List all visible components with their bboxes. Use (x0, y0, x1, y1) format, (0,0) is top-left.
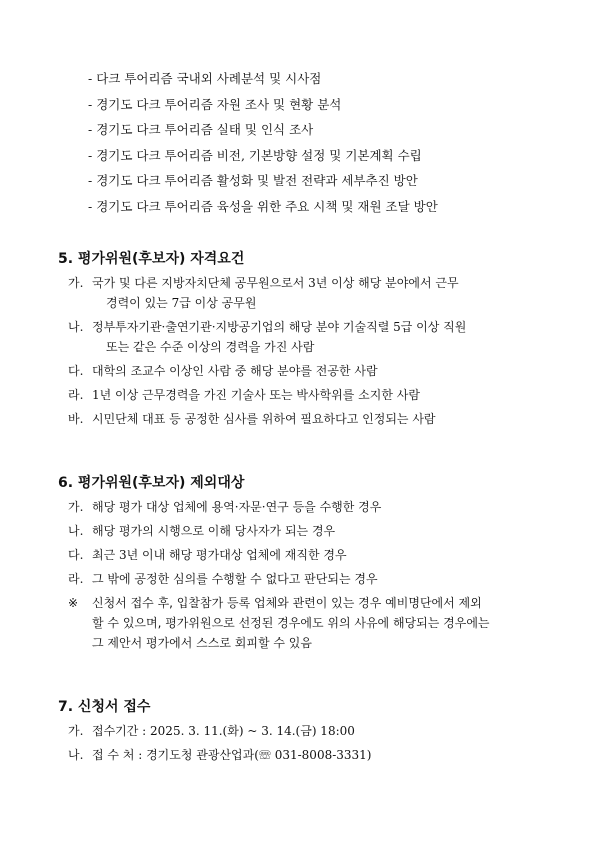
note-item (58, 593, 558, 653)
note-text: 그 제안서 평가에서 스스로 회피할 수 있음 (92, 636, 312, 650)
section-exclusions (58, 473, 558, 653)
item-text: 그 밖에 공정한 심의를 수행할 수 없다고 판단되는 경우 (92, 572, 378, 586)
item-marker: 라. (68, 388, 84, 402)
list-item (58, 497, 558, 517)
list-item: - 경기도 다크 투어리즘 실태 및 인식 조사 (88, 122, 314, 138)
section-title: 7. 신청서 접수 (58, 699, 151, 715)
note-text: 신청서 접수 후, 입찰참가 등록 업체와 관련이 있는 경우 예비명단에서 제외 (92, 596, 482, 610)
list-item: - 다크 투어리즘 국내외 사례분석 및 시사점 (88, 71, 322, 86)
item-marker: 가. (68, 724, 84, 738)
item-text: 정부투자기관·출연기관·지방공기업의 해당 분야 기술직렬 5급 이상 직원 (92, 320, 467, 334)
list-item (58, 745, 558, 765)
list-item: - 경기도 다크 투어리즘 비전, 기본방향 설정 및 기본계획 수립 (88, 147, 422, 163)
list-item (58, 385, 558, 405)
item-text: 대학의 조교수 이상인 사람 중 해당 분야를 전공한 사람 (92, 364, 378, 378)
item-text: 해당 평가의 시행으로 이해 당사자가 되는 경우 (92, 524, 336, 538)
section-title: 5. 평가위원(후보자) 자격요건 (58, 251, 245, 267)
item-text: 최근 3년 이내 해당 평가대상 업체에 재직한 경우 (92, 548, 347, 562)
list-item (58, 521, 558, 541)
item-marker: 가. (68, 500, 84, 514)
list-item: - 경기도 다크 투어리즘 자원 조사 및 현황 분석 (88, 96, 342, 112)
list-item (58, 721, 558, 741)
item-marker: 나. (68, 524, 84, 538)
list-item: - 경기도 다크 투어리즘 육성을 위한 주요 시책 및 재원 조달 방안 (88, 198, 438, 214)
list-item (58, 273, 558, 313)
item-text: 또는 같은 수준 이상의 경력을 가진 사람 (106, 340, 315, 354)
item-marker: 가. (68, 276, 84, 290)
item-text: 접 수 처 : 경기도청 관광산업과(☏ 031-8008-3331) (92, 748, 372, 762)
item-text: 시민단체 대표 등 공정한 심사를 위하여 필요하다고 인정되는 사람 (92, 412, 436, 426)
item-marker: 나. (68, 748, 84, 762)
item-marker: 다. (68, 364, 84, 378)
intro-bullet-list (88, 66, 568, 220)
item-text: 국가 및 다른 지방자치단체 공무원으로서 3년 이상 해당 분야에서 근무 (92, 276, 459, 290)
item-text: 경력이 있는 7급 이상 공무원 (106, 296, 257, 310)
list-item: - 경기도 다크 투어리즘 활성화 및 발전 전략과 세부추진 방안 (88, 173, 418, 189)
note-text: 할 수 있으며, 평가위원으로 선정된 경우에도 위의 사유에 해당되는 경우에는 (92, 616, 490, 630)
section-qualifications (58, 249, 558, 429)
item-marker: 나. (68, 320, 84, 334)
item-marker: 라. (68, 572, 84, 586)
item-text: 해당 평가 대상 업체에 용역·자문·연구 등을 수행한 경우 (92, 500, 382, 514)
list-item (58, 545, 558, 565)
item-marker: 다. (68, 548, 84, 562)
section-application (58, 697, 558, 765)
list-item (58, 317, 558, 357)
item-text: 접수기간 : 2025. 3. 11.(화) ~ 3. 14.(금) 18:00 (92, 724, 355, 738)
item-marker: 바. (68, 412, 84, 426)
list-item (58, 569, 558, 589)
note-marker: ※ (68, 596, 79, 610)
list-item (58, 409, 558, 429)
section-title: 6. 평가위원(후보자) 제외대상 (58, 475, 245, 491)
item-text: 1년 이상 근무경력을 가진 기술사 또는 박사학위를 소지한 사람 (92, 388, 420, 402)
list-item (58, 361, 558, 381)
